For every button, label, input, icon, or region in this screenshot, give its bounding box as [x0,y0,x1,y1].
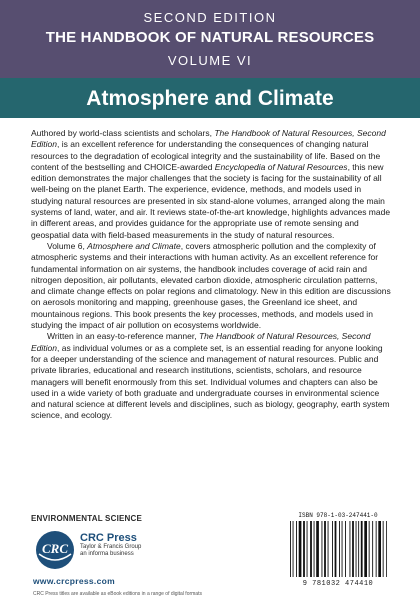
crc-press-logo [33,528,77,572]
barcode-bar [361,521,363,577]
series-header [0,0,420,78]
barcode-bar [376,521,377,577]
subject-category: ENVIRONMENTAL SCIENCE [31,514,143,523]
publisher-name: CRC Press [80,532,137,544]
isbn-label: ISBN 978-1-03-247441-0 [298,512,378,519]
crc-logo-text: CRC [41,541,69,556]
barcode-bar [369,521,370,577]
book-title: Atmosphere and Climate [86,87,334,110]
publisher-block [80,532,141,558]
barcode-bar [364,521,367,577]
barcode-bar [352,521,354,577]
publisher-imprint: an informa business [80,551,134,557]
barcode-bar [378,521,381,577]
barcode-bar [328,521,329,577]
barcode-bar [345,521,346,577]
barcode-digits: 9 781032 474410 [302,580,374,588]
isbn-barcode [283,512,393,594]
barcode-bar [299,521,302,577]
ebook-note: CRC Press titles are available as eBook editions in a range of digital formats [33,591,202,597]
blurb-paragraph-1: Authored by world-class scientists and scholars, The Handbook of Natural Resources, Second Edition, is an excellent reference for understanding the consequences of changing natural resources to the degradation of ecological integrity and the sustainability of life. Based on the content of the bestselling and CHOICE-awarded Encyclopedia of Natural Resources, this new edition demonstrates the major challenges that the society is facing for the sustainability of all well-being on the planet Earth. The experience, evidence, methods, and models used in studying natural resources are presented in six stand-alone volumes, arranged along the main systems of land, water, and air. It reviews state-of-the-art knowledge, highlights advances made in different areas, and provides guidance for the appropriate use of remote sensing and geospatial data with field-based measurements in the study of natural resources. [31,128,391,240]
barcode-bar [356,521,357,577]
barcode-bar [386,521,387,577]
barcode-bar [383,521,384,577]
barcode-bar [372,521,373,577]
series-title: THE HANDBOOK OF NATURAL RESOURCES [45,29,375,46]
barcode-bar [307,521,308,577]
barcode-bar [342,521,343,577]
barcode-bar [293,521,294,577]
barcode-bar [296,521,297,577]
back-cover-blurb [31,128,391,422]
barcode-bar [332,521,333,577]
barcode-bar [322,521,323,577]
edition-label: SECOND EDITION [143,10,277,25]
barcode-bar [314,521,315,577]
publisher-url[interactable]: www.crcpress.com [33,576,115,586]
barcode-bar [310,521,312,577]
barcode-bar [316,521,319,577]
barcode-bar [324,521,326,577]
barcode-bar [358,521,359,577]
barcode-bar [350,521,351,577]
title-band [0,78,420,118]
barcode-bar [335,521,337,577]
barcode-bar [339,521,340,577]
publisher-group: Taylor & Francis Group [80,544,142,550]
barcode-bars [289,521,387,579]
barcode-bar [290,521,291,577]
barcode-bar [303,521,305,577]
blurb-paragraph-2: Volume 6, Atmosphere and Climate, covers atmospheric pollution and the complexity of atmospheric systems and their interactions with human activity. As an excellent reference for fundamental information on air systems, the handbook includes coverage of acid rain and nitrogen deposition, air pollutants, elevated carbon dioxide, atmospheric circulation patterns, and climate change effects on polar regions and climatology. New in this edition are discussions on aerosols monitoring and mapping, greenhouse gases, the Greenland ice sheet, and mountainous regions. This book presents the key processes, methods, and models used in studying the impact of air pollution on ecosystems worldwide. [31,240,391,331]
volume-label: VOLUME VI [167,53,253,68]
blurb-paragraph-3: Written in an easy-to-reference manner, The Handbook of Natural Resources, Second Edition, as individual volumes or as a complete set, is an essential reading for anyone looking for a deeper understanding of the science and management of natural resources. Public and private libraries, educational and research institutions, scientists, scholars, and resource managers will benefit enormously from this set. Individual volumes and chapters can also be used in a wide variety of both graduate and undergraduate courses in environmental science and natural science at different levels and disciplines, such as biology, geography, earth system science, and ecology. [31,331,390,421]
